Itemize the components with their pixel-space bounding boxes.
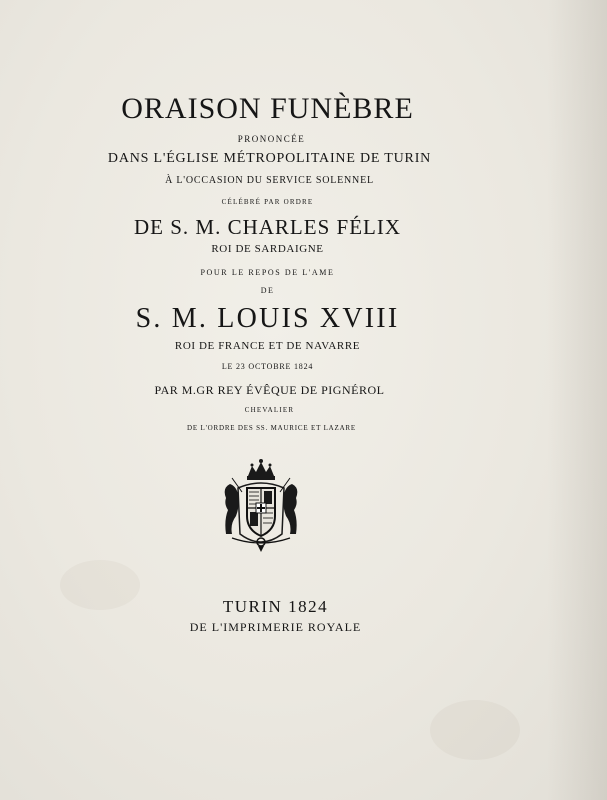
heading-louis-xviii: S. M. LOUIS XVIII: [135, 303, 400, 334]
imprint-press: DE L'IMPRIMERIE ROYALE: [189, 620, 362, 634]
royal-coat-of-arms-icon: [218, 458, 304, 554]
author-line: PAR M.GR REY ÉVÊQUE DE PIGNÉROL: [154, 383, 385, 397]
subtitle-de: DE: [260, 286, 275, 295]
date-line: LE 23 OCTOBRE 1824: [221, 362, 314, 371]
subtitle-prononcee: PRONONCÉE: [237, 134, 306, 144]
subtitle-roi-sardaigne: ROI DE SARDAIGNE: [211, 243, 324, 255]
paper-smudge: [430, 700, 520, 760]
author-title-chevalier: CHEVALIER: [244, 406, 295, 414]
subtitle-roi-france: ROI DE FRANCE ET DE NAVARRE: [174, 340, 361, 352]
subtitle-eglise: DANS L'ÉGLISE MÉTROPOLITAINE DE TURIN: [107, 151, 432, 166]
page-title: ORAISON FUNÈBRE: [121, 92, 414, 125]
subtitle-repos: POUR LE REPOS DE L'AME: [200, 268, 335, 277]
imprint-place: TURIN 1824: [222, 597, 329, 616]
heading-charles-felix: DE S. M. CHARLES FÉLIX: [133, 215, 402, 239]
subtitle-occasion: À L'OCCASION DU SERVICE SOLENNEL: [165, 175, 374, 186]
subtitle-celebre: CÉLÉBRÉ PAR ORDRE: [221, 198, 314, 206]
author-order: DE L'ORDRE DES SS. MAURICE ET LAZARE: [187, 424, 356, 432]
